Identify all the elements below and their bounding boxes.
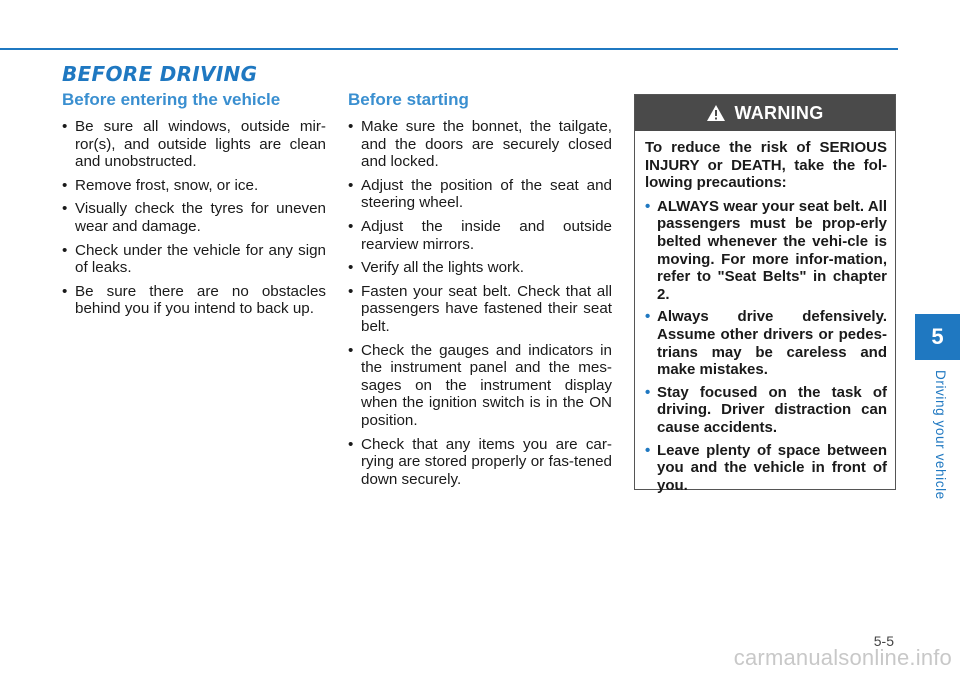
chapter-label: Driving your vehicle [933, 370, 948, 500]
list-item: • Visually check the tyres for uneven wear and damage. [62, 200, 326, 235]
list-item: • Verify all the lights work. [348, 259, 612, 277]
header-rule [0, 48, 898, 50]
warning-title: WARNING [734, 102, 824, 123]
list-item: • Check that any items you are car-rying are stored properly or fas-tened down securely. [348, 436, 612, 489]
left-column [62, 90, 326, 324]
list-item: • Check under the vehicle for any sign of leaks. [62, 242, 326, 277]
list-item: • Check the gauges and indicators in the instrument panel and the mes-sages on the instrument display when the ignition switch is in the ON position. [348, 342, 612, 430]
warning-list [645, 198, 887, 495]
warning-box [634, 94, 896, 494]
chapter-number-tab: 5 [915, 314, 960, 360]
list-item: • Make sure the bonnet, the tailgate, and the doors are securely closed and locked. [348, 118, 612, 171]
middle-column-list [348, 118, 612, 488]
left-column-list [62, 118, 326, 318]
middle-column-heading: Before starting [348, 90, 469, 109]
watermark: carmanualsonline.info [733, 645, 952, 670]
page-number: 5-5 [873, 633, 894, 649]
list-item: • Leave plenty of space between you and the vehicle in front of you. [645, 442, 887, 495]
left-column-heading: Before entering the vehicle [62, 90, 281, 109]
list-item: • Be sure there are no obstacles behind you if you intend to back up. [62, 283, 326, 318]
list-item: • Be sure all windows, outside mir-ror(s), and outside lights are clean and unobstructed. [62, 118, 326, 171]
warning-header [635, 95, 895, 131]
list-item: • Adjust the inside and outside rearview mirrors. [348, 218, 612, 253]
list-item: • Remove frost, snow, or ice. [62, 177, 326, 195]
middle-column [348, 90, 612, 494]
warning-body [635, 131, 895, 494]
list-item: • Stay focused on the task of driving. Driver distraction can cause accidents. [645, 384, 887, 437]
list-item: • Always drive defensively. Assume other drivers or pedes-trians may be careless and make mistakes. [645, 308, 887, 378]
list-item: • Adjust the position of the seat and steering wheel. [348, 177, 612, 212]
list-item: • Fasten your seat belt. Check that all passengers have fastened their seat belt. [348, 283, 612, 336]
list-item: • ALWAYS wear your seat belt. All passengers must be prop-erly belted whenever the vehi-cle is moving. For more infor-mation, refer to "Seat Belts" in chapter 2. [645, 198, 887, 304]
warning-triangle-icon [706, 104, 726, 122]
warning-intro: To reduce the risk of SERIOUS INJURY or DEATH, take the fol-lowing precautions: [645, 139, 887, 192]
section-title: BEFORE DRIVING [62, 62, 258, 86]
